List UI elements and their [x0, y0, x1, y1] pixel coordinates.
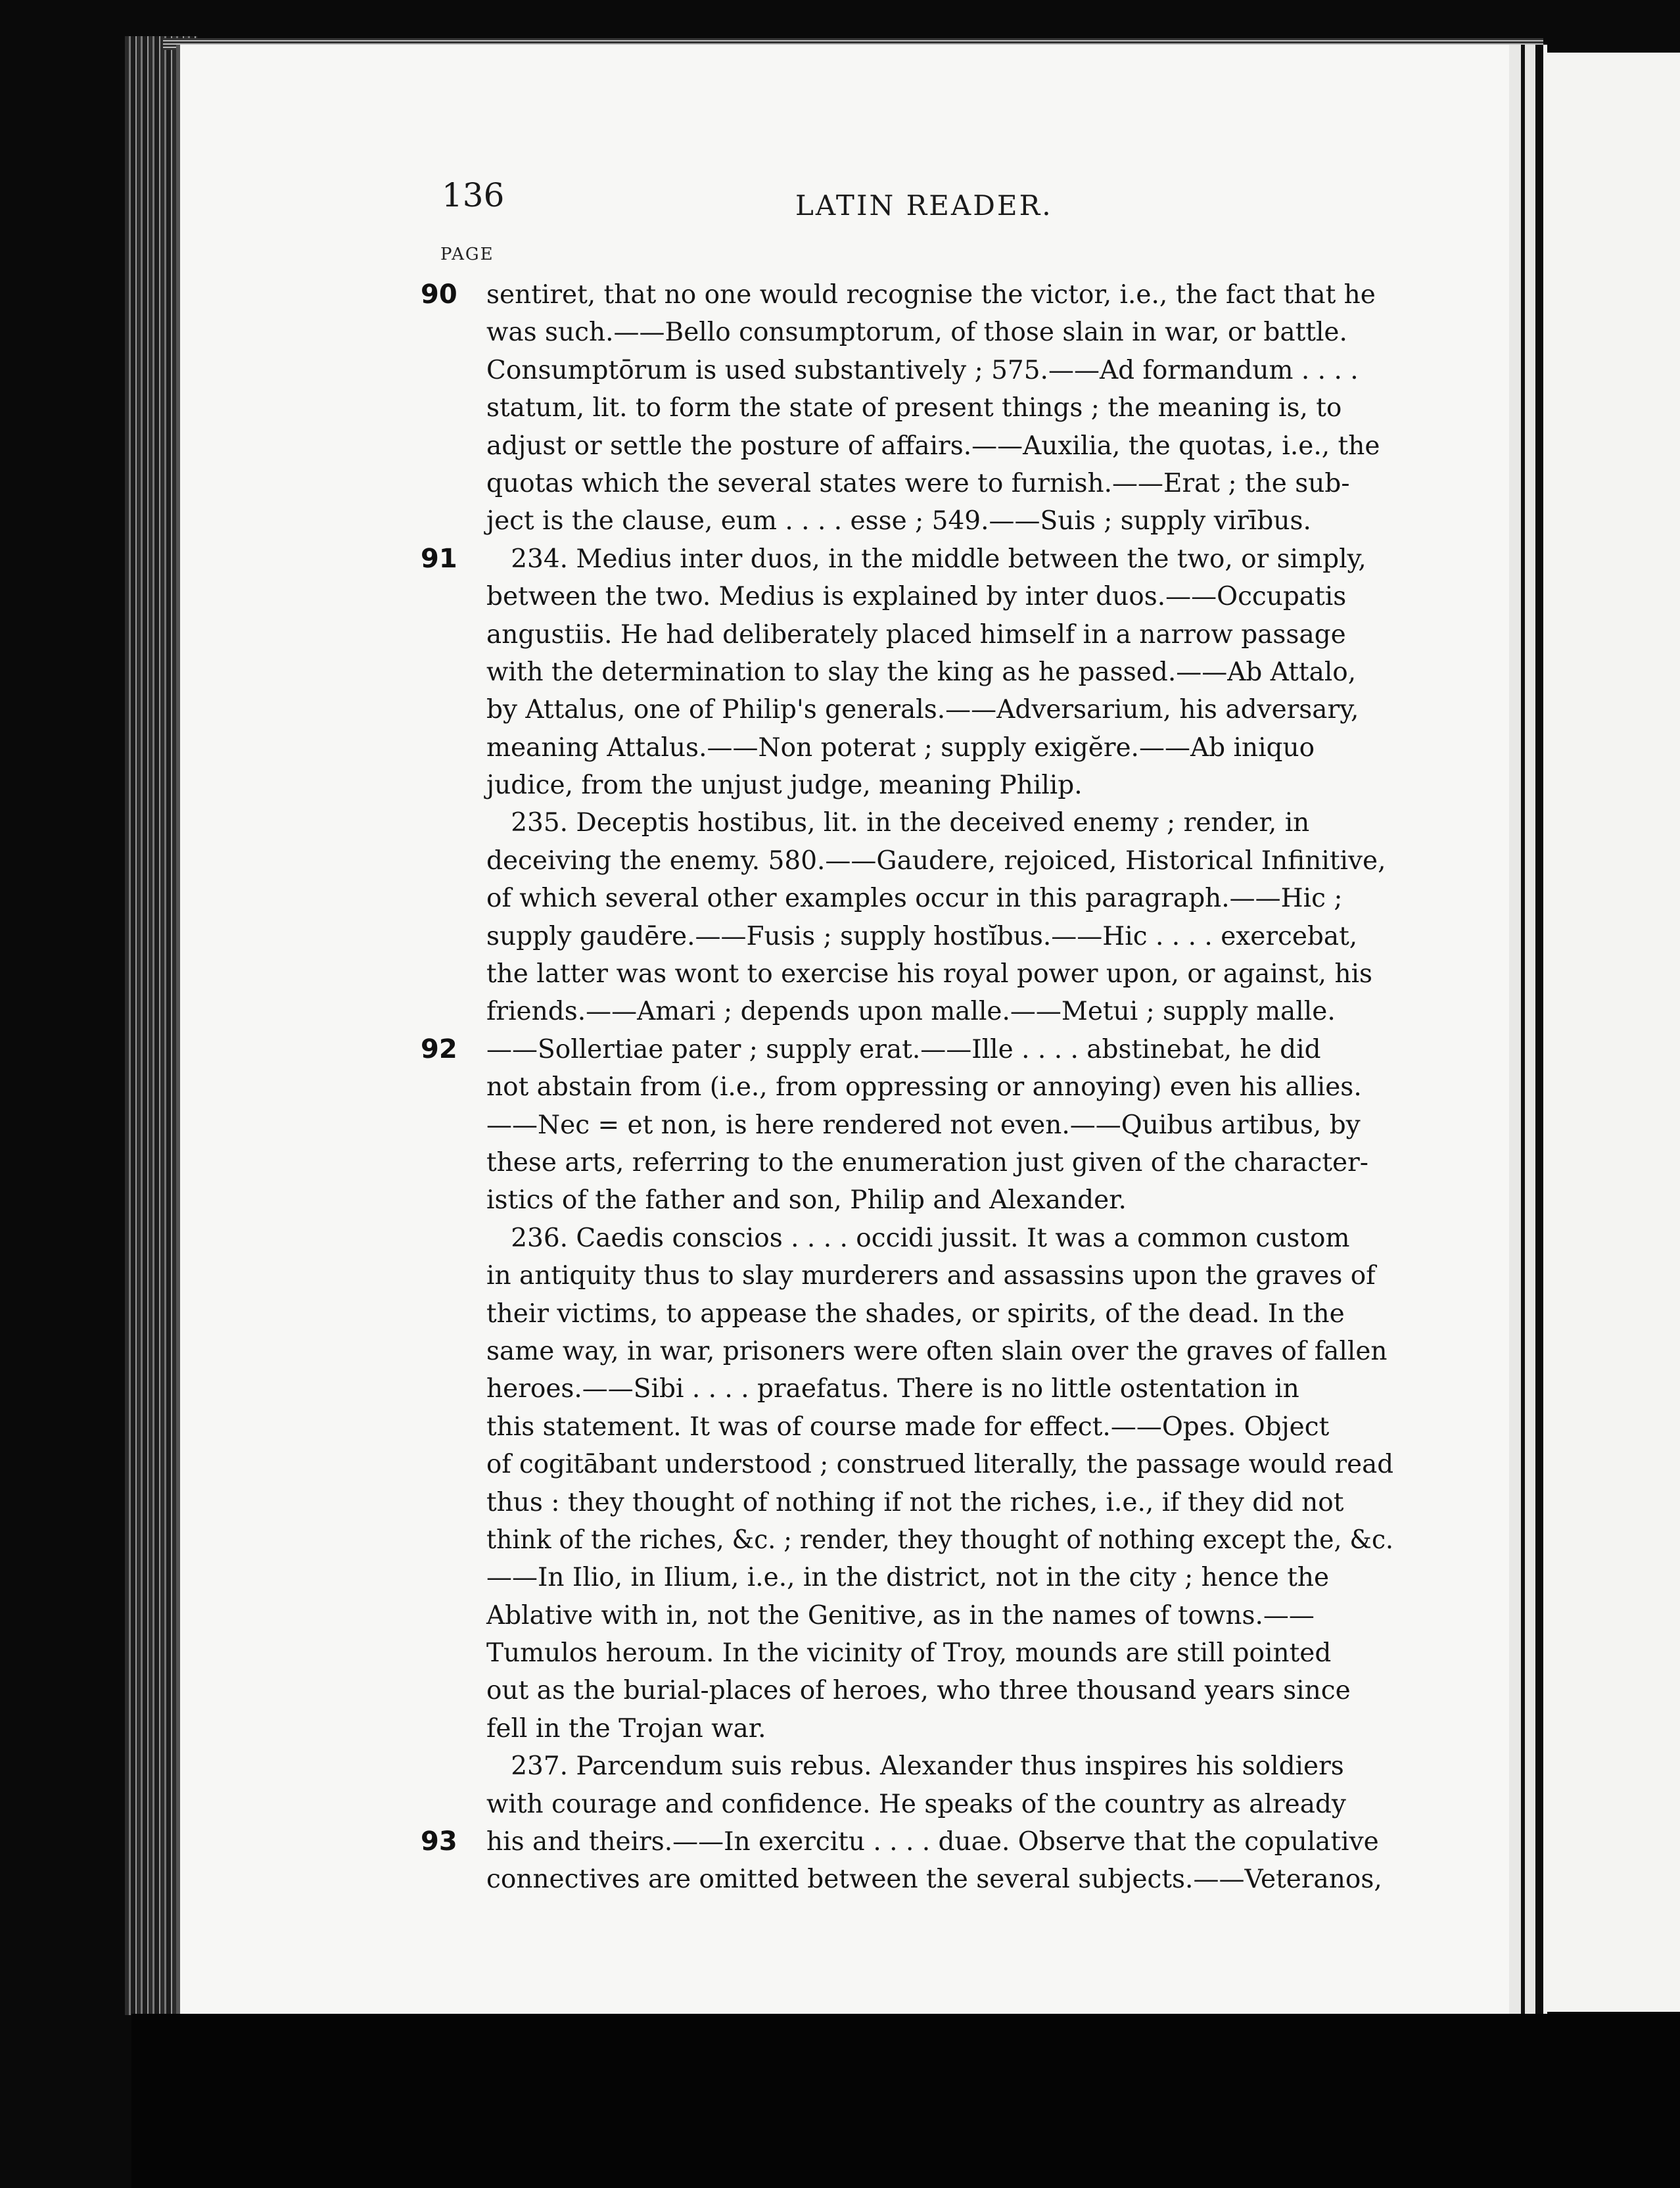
- text-line: [486, 767, 1393, 804]
- running-head: LATIN READER.: [795, 189, 1053, 222]
- page-column-label: PAGE: [440, 245, 494, 264]
- facing-page-edge: [1543, 53, 1680, 2012]
- line-text: think of the riches, &c. ; render, they thought of nothing except the, &c.: [486, 1525, 1394, 1555]
- text-line: [486, 1672, 1393, 1709]
- text-line: [486, 1597, 1393, 1634]
- line-text: between the two. Medius is explained by inter duos.——Occupatis: [486, 582, 1347, 612]
- text-line: [486, 1144, 1393, 1181]
- line-text: his and theirs.——In exercitu . . . . duae. Observe that the copulative: [486, 1827, 1379, 1857]
- text-line: [486, 691, 1393, 728]
- line-text: ——Sollertiae pater ; supply erat.——Ille . . . . abstinebat, he did: [486, 1034, 1321, 1064]
- line-text: ——In Ilio, in Ilium, i.e., in the district, not in the city ; hence the: [486, 1563, 1330, 1593]
- text-line: [486, 1181, 1393, 1219]
- line-text: angustiis. He had deliberately placed himself in a narrow passage: [486, 619, 1346, 650]
- line-text: friends.——Amari ; depends upon malle.——Metui ; supply malle.: [486, 997, 1336, 1027]
- text-line: [486, 842, 1393, 880]
- line-text: their victims, to appease the shades, or spirits, of the dead. In the: [486, 1298, 1345, 1329]
- line-text: not abstain from (i.e., from oppressing or annoying) even his allies.: [486, 1072, 1362, 1103]
- text-line: [486, 1220, 1393, 1257]
- text-line: [486, 1257, 1393, 1295]
- text-line: [421, 276, 1393, 314]
- line-text: in antiquity thus to slay murderers and assassins upon the graves of: [486, 1261, 1376, 1291]
- line-text: Consumptōrum is used substantively ; 575.——Ad formandum . . . .: [486, 355, 1359, 385]
- line-text: of cogitābant understood ; construed literally, the passage would read: [486, 1450, 1394, 1480]
- line-text: with courage and confidence. He speaks of the country as already: [486, 1789, 1346, 1819]
- line-text: sentiret, that no one would recognise the victor, i.e., the fact that he: [486, 280, 1376, 310]
- text-line: [486, 1861, 1393, 1898]
- text-line: [486, 389, 1393, 427]
- line-text: statum, lit. to form the state of present things ; the meaning is, to: [486, 393, 1342, 423]
- text-line: [486, 993, 1393, 1030]
- book-gutter: [1509, 45, 1543, 2014]
- line-text: 237. Parcendum suis rebus. Alexander thus inspires his soldiers: [486, 1751, 1344, 1782]
- text-line: [486, 1748, 1393, 1785]
- commentary-text: [421, 276, 1394, 1899]
- line-text: 234. Medius inter duos, in the middle between the two, or simply,: [486, 544, 1366, 574]
- text-line: [486, 578, 1393, 615]
- text-line: [486, 616, 1393, 654]
- text-line: [486, 1333, 1393, 1370]
- line-text: ject is the clause, eum . . . . esse ; 549.——Suis ; supply virībus.: [486, 506, 1311, 536]
- line-text: thus : they thought of nothing if not the riches, i.e., if they did not: [486, 1487, 1344, 1517]
- line-text: Ablative with in, not the Genitive, as in the names of towns.——: [486, 1600, 1315, 1630]
- text-line: [486, 880, 1393, 917]
- page-number: 136: [442, 176, 505, 214]
- text-line: [486, 1370, 1393, 1408]
- margin-page-reference: 90: [421, 279, 457, 310]
- line-text: quotas which the several states were to furnish.——Erat ; the sub-: [486, 468, 1350, 498]
- line-text: judice, from the unjust judge, meaning Philip.: [486, 771, 1083, 801]
- line-text: was such.——Bello consumptorum, of those slain in war, or battle.: [486, 318, 1347, 348]
- text-line: [486, 804, 1393, 842]
- line-text: fell in the Trojan war.: [486, 1713, 766, 1744]
- text-line: [486, 729, 1393, 767]
- line-text: out as the burial-places of heroes, who three thousand years since: [486, 1676, 1351, 1706]
- line-text: by Attalus, one of Philip's generals.——Adversarium, his adversary,: [486, 695, 1359, 725]
- text-line: [486, 352, 1393, 389]
- margin-page-reference: 91: [421, 543, 457, 574]
- text-line: [486, 1559, 1393, 1596]
- line-text: with the determination to slay the king as he passed.——Ab Attalo,: [486, 657, 1357, 687]
- text-line: [421, 540, 1393, 578]
- line-text: deceiving the enemy. 580.——Gaudere, rejoiced, Historical Infinitive,: [486, 845, 1386, 876]
- margin-page-reference: 92: [421, 1034, 457, 1064]
- text-line: [486, 918, 1393, 955]
- line-text: istics of the father and son, Philip and Alexander.: [486, 1185, 1127, 1216]
- text-line: [486, 1484, 1393, 1521]
- text-line: [421, 1031, 1393, 1068]
- line-text: adjust or settle the posture of affairs.——Auxilia, the quotas, i.e., the: [486, 431, 1380, 461]
- text-line: [486, 955, 1393, 993]
- scan-background: [131, 2014, 1680, 2188]
- text-line: [486, 1446, 1393, 1483]
- text-line: [486, 1521, 1393, 1559]
- text-line: [486, 1295, 1393, 1333]
- margin-page-reference: 93: [421, 1826, 457, 1857]
- line-text: heroes.——Sibi . . . . praefatus. There is no little ostentation in: [486, 1374, 1299, 1404]
- text-line: [486, 1786, 1393, 1823]
- line-text: connectives are omitted between the several subjects.——Veteranos,: [486, 1865, 1382, 1895]
- line-text: 235. Deceptis hostibus, lit. in the deceived enemy ; render, in: [486, 808, 1310, 838]
- text-line: [421, 1823, 1393, 1861]
- line-text: Tumulos heroum. In the vicinity of Troy, mounds are still pointed: [486, 1638, 1332, 1669]
- text-line: [486, 654, 1393, 691]
- text-line: [486, 314, 1393, 351]
- text-line: [486, 1710, 1393, 1748]
- text-line: [486, 1068, 1393, 1106]
- text-line: [486, 1634, 1393, 1672]
- line-text: 236. Caedis conscios . . . . occidi jussit. It was a common custom: [486, 1223, 1350, 1253]
- line-text: the latter was wont to exercise his royal power upon, or against, his: [486, 959, 1373, 989]
- text-line: [486, 502, 1393, 540]
- text-line: [486, 465, 1393, 502]
- line-text: same way, in war, prisoners were often slain over the graves of fallen: [486, 1336, 1388, 1366]
- line-text: of which several other examples occur in this paragraph.——Hic ;: [486, 884, 1343, 914]
- text-line: [486, 427, 1393, 465]
- line-text: supply gaudēre.——Fusis ; supply hostĭbus.——Hic . . . . exercebat,: [486, 921, 1358, 951]
- text-line: [486, 1408, 1393, 1446]
- line-text: meaning Attalus.——Non poterat ; supply exigĕre.——Ab iniquo: [486, 732, 1315, 763]
- line-text: this statement. It was of course made for effect.——Opes. Object: [486, 1412, 1330, 1442]
- text-line: [486, 1106, 1393, 1144]
- line-text: ——Nec = et non, is here rendered not even.——Quibus artibus, by: [486, 1110, 1361, 1140]
- line-text: these arts, referring to the enumeration just given of the character-: [486, 1147, 1368, 1177]
